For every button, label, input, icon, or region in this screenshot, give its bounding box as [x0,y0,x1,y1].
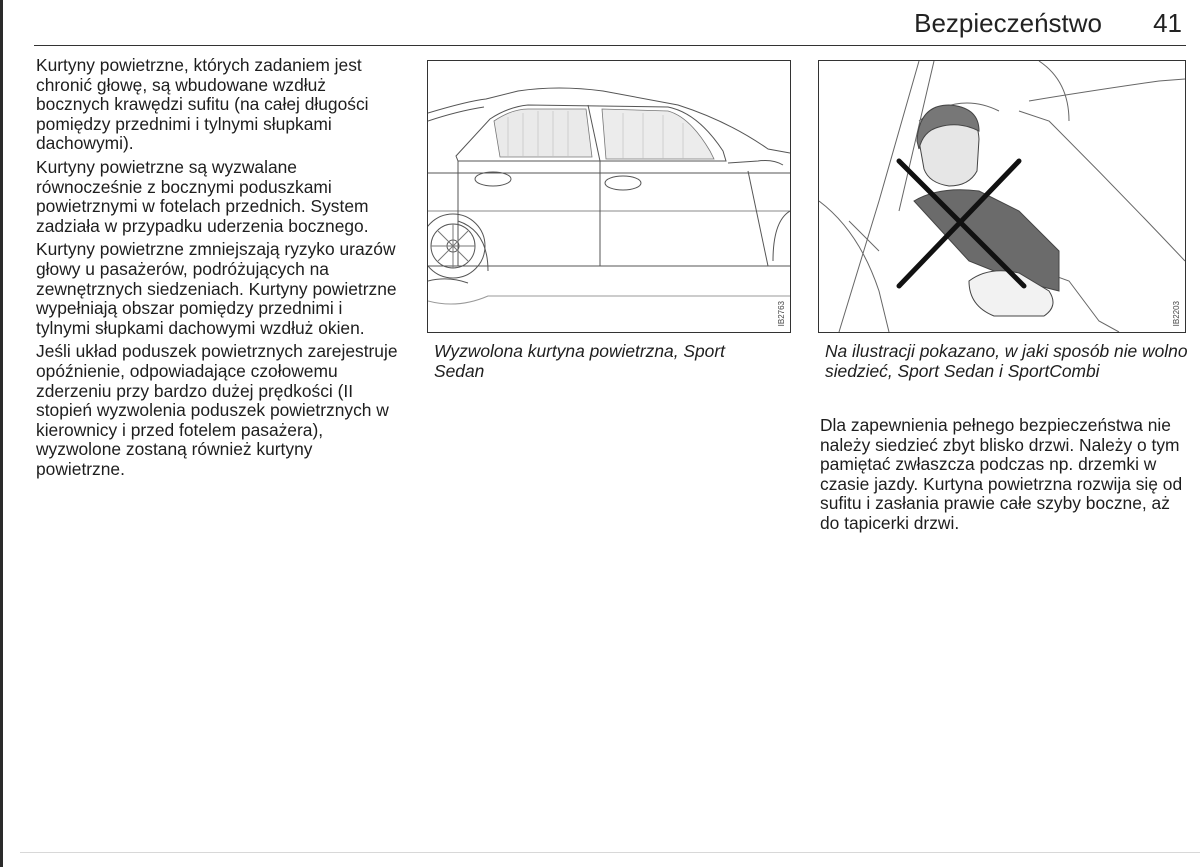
bottom-divider [20,852,1200,853]
figure-car-curtain-airbag [427,60,791,333]
header-divider [34,45,1186,46]
right-column-text: Dla zapewnienia pełnego bezpieczeństwa nie należy siedzieć zbyt blisko drzwi. Należy o tym pamiętać zwłaszcza podczas np. drzemki w czasie jazdy. Kurtyna powietrzna rozwija się od sufitu i zasłania prawie całe szyby boczne, aż do tapicerki drzwi. [820,415,1183,533]
left-column-text [36,56,401,483]
figure-person-caption: Na ilustracji pokazano, w jaki sposób nie wolno siedzieć, Sport Sedan i SportCombi [825,341,1188,381]
paragraph-2: Kurtyny powietrzne są wyzwalane równocześnie z bocznymi poduszkami powietrznymi w fotelach przednich. System zadziała w przypadku uderzenia bocznego. [36,156,369,236]
figure-car-caption: Wyzwolona kurtyna powietrzna, Sport Sedan [434,341,725,381]
paragraph-1: Kurtyny powietrzne, których zadaniem jest chronić głowę, są wbudowane wzdłuż bocznych krawędzi sufitu (na całej długości pomiędzy przednimi i tylnymi słupkami dachowymi). [36,55,369,154]
paragraph-4: Jeśli układ poduszek powietrznych zarejestruje opóźnienie, odpowiadające czołowemu zderzeniu przy bardzo dużej prędkości (II stopień wyzwolenia poduszek powietrznych w kierownicy i przed fotelem pasażera), wyzwolone zostaną również kurtyny powietrzne. [36,341,398,479]
person-illustration [819,61,1185,332]
figure-code: IB2763 [777,300,786,326]
page-title: Bezpieczeństwo [914,8,1102,38]
page-spine [0,0,3,867]
page-number: 41 [1153,8,1182,38]
figure-incorrect-sitting [818,60,1186,333]
car-illustration [428,61,790,332]
paragraph-3: Kurtyny powietrzne zmniejszają ryzyko urazów głowy u pasażerów, podróżujących na zewnętrznych siedzeniach. Kurtyny powietrzne wypełniają obszar pomiędzy przednimi i tylnymi słupkami dachowymi wzdłuż okien. [36,239,397,338]
figure-code: IB2203 [1172,300,1181,326]
